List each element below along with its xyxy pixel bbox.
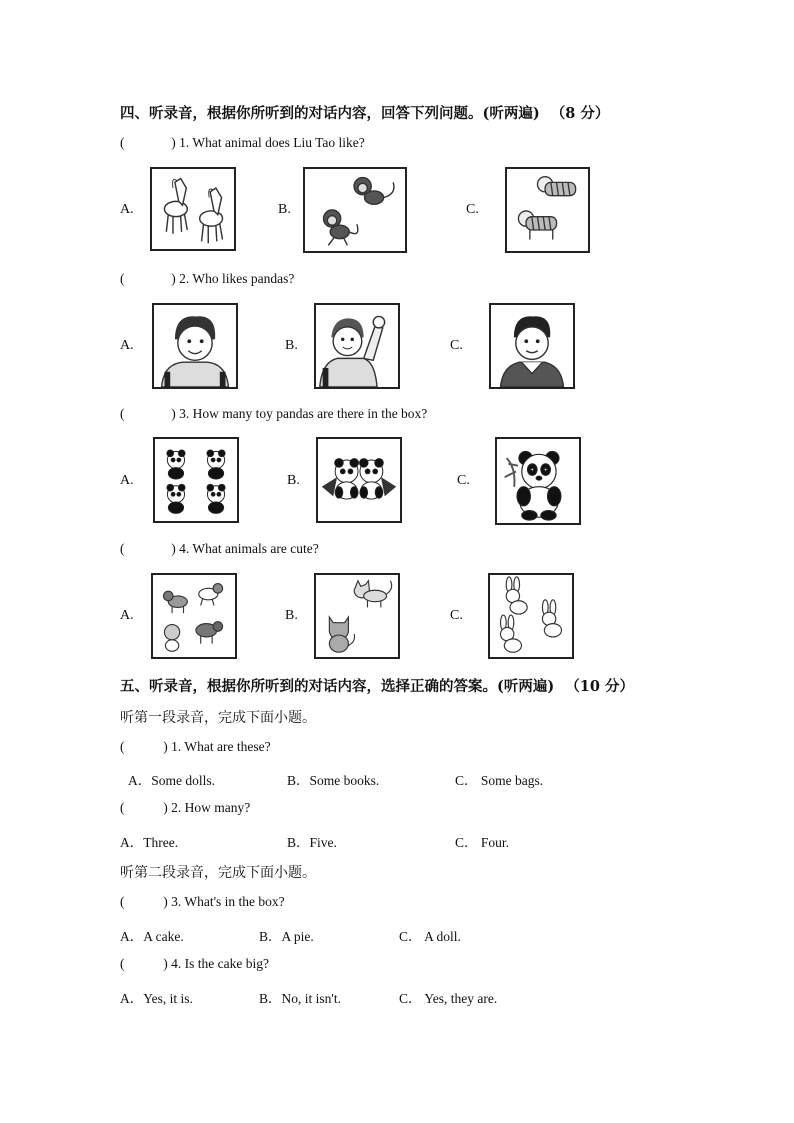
option-b[interactable]: B．Some books.	[287, 773, 380, 788]
boy-with-collar-picture[interactable]	[489, 303, 575, 389]
section-5-score: （10 分）	[565, 678, 635, 695]
option-a[interactable]: A．Three.	[120, 835, 179, 850]
question-4-2: ( ) 2. Who likes pandas?	[120, 271, 295, 286]
option-label: C.	[450, 608, 463, 623]
option-label: A.	[120, 338, 134, 353]
option-a[interactable]: A．Some dolls.	[128, 773, 216, 788]
option-b[interactable]: B．No, it isn't.	[259, 991, 341, 1006]
dogs-picture[interactable]	[151, 573, 237, 659]
four-pandas-picture[interactable]	[153, 437, 239, 523]
question-5-2: ( ) 2. How many?	[120, 800, 251, 815]
cats-picture[interactable]	[314, 573, 400, 659]
option-label: B.	[285, 338, 298, 353]
section-4-score: （8 分）	[550, 105, 610, 122]
question-4-4: ( ) 4. What animals are cute?	[120, 541, 319, 556]
option-label: A.	[120, 202, 134, 217]
option-b[interactable]: B．A pie.	[259, 929, 314, 944]
two-pandas-picture[interactable]	[316, 437, 402, 523]
question-4-3: ( ) 3. How many toy pandas are there in the box?	[120, 406, 428, 421]
option-label: C.	[457, 473, 470, 488]
option-c[interactable]: C． Four.	[455, 835, 510, 850]
rabbits-picture[interactable]	[488, 573, 574, 659]
two-monkeys-picture[interactable]	[303, 167, 407, 253]
option-a[interactable]: A．A cake.	[120, 929, 184, 944]
question-5-4: ( ) 4. Is the cake big?	[120, 956, 269, 971]
question-5-3: ( ) 3. What's in the box?	[120, 894, 285, 909]
option-label: C.	[450, 338, 463, 353]
two-tigers-picture[interactable]	[505, 167, 590, 253]
question-4-1: ( ) 1. What animal does Liu Tao like?	[120, 135, 365, 150]
part-2-intro: 听第二段录音，完成下面小题。	[120, 865, 316, 881]
option-c[interactable]: C． Yes, they are.	[399, 991, 498, 1006]
option-b[interactable]: B．Five.	[287, 835, 337, 850]
two-horses-picture[interactable]	[150, 167, 236, 251]
one-panda-picture[interactable]	[495, 437, 581, 525]
option-label: C.	[466, 202, 479, 217]
boy-waving-picture[interactable]	[314, 303, 400, 389]
option-label: B.	[285, 608, 298, 623]
section-5-title: 五、听录音，根据你所听到的对话内容，选择正确的答案。(听两遍) （10 分）	[120, 678, 635, 695]
section-4-title: 四、听录音，根据你所听到的对话内容，回答下列问题。(听两遍) （8 分）	[120, 105, 610, 122]
boy-with-backpack-picture[interactable]	[152, 303, 238, 389]
question-5-1: ( ) 1. What are these?	[120, 739, 271, 754]
option-label: A.	[120, 473, 134, 488]
option-label: B.	[287, 473, 300, 488]
option-a[interactable]: A．Yes, it is.	[120, 991, 193, 1006]
option-label: A.	[120, 608, 134, 623]
option-c[interactable]: C． A doll.	[399, 929, 461, 944]
part-1-intro: 听第一段录音，完成下面小题。	[120, 710, 316, 726]
option-label: B.	[278, 202, 291, 217]
option-c[interactable]: C． Some bags.	[455, 773, 544, 788]
